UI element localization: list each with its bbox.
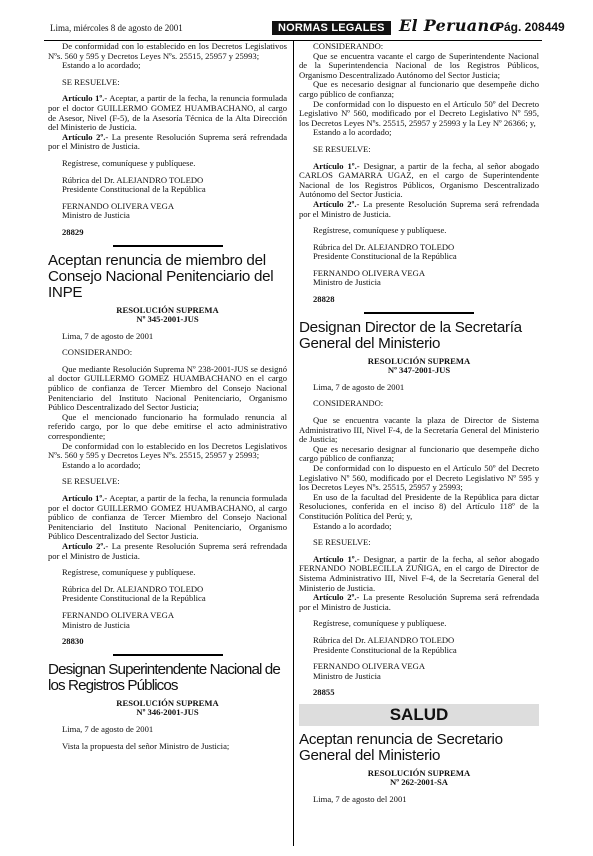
article-text: - Aceptar, a partir de la fecha, la renuncia formulada por el doctor GUILLERMO GOMEZ HUAMBACHANO, al cargo de Asesor, Nivel (F-5), de la Asesoría Técnica de la Alta Dirección del Ministerio de Justicia.: [48, 93, 288, 133]
resuelve-label: SE RESUELVE:: [62, 76, 120, 87]
signature-minister: FERNANDO OLIVERA VEGA: [313, 267, 426, 278]
resolution-label: RESOLUCIÓN SUPREMA: [116, 697, 219, 708]
article-label: Artículo 1º.: [313, 160, 357, 171]
resolution-date: Lima, 7 de agosto de 2001: [62, 330, 154, 341]
article-2: [299, 200, 539, 219]
article-text: - Aceptar, a partir de la fecha, la renuncia formulada por el doctor GUILLERMO GOMEZ HUAMBACHANO, al cargo público de confianza de Tercer Miembro del Consejo Nacional Penitenciario del Instituto Nacional Penitenciario, Organismo Público Descentralizado del Sector Justicia.: [48, 493, 288, 542]
article-label: Artículo 2º.: [62, 540, 106, 551]
paragraph: Que el mencionado funcionario ha formulado renuncia al referido cargo, por lo que debe emitirse el acto administrativo correspondiente;: [48, 411, 287, 442]
header-date: Lima, miércoles 8 de agosto de 2001: [50, 23, 183, 33]
separator: [113, 654, 223, 656]
article-text: - Designar, a partir de la fecha, al señor abogado CARLOS GAMARRA UGAZ, en el cargo de Superintendente Nacional de los Registros Públicos, Organismo Descentralizado Autónomo del Sector Justicia.: [299, 160, 539, 200]
page-number: Pág. 208449: [496, 20, 565, 34]
resolution-number: Nº 262-2001-SA: [390, 777, 448, 788]
document-number: 28830: [62, 636, 84, 647]
paragraph: Estando a lo acordado;: [62, 60, 141, 71]
signature-minister-title: Ministro de Justicia: [313, 277, 381, 288]
right-column: [299, 42, 539, 805]
resolution-label: RESOLUCIÓN SUPREMA: [367, 355, 471, 366]
paragraph: Que es necesario designar al funcionario que desempeñe dicho cargo público de confianza;: [299, 443, 539, 464]
article-2: [299, 593, 539, 612]
paragraph: Estando a lo acordado;: [313, 520, 392, 531]
article-title: Designan Director de la Secretaría General del Ministerio: [299, 318, 522, 352]
considerando-label: CONSIDERANDO:: [313, 41, 384, 51]
resolution-date: Lima, 7 de agosto de 2001: [313, 381, 405, 392]
register-line: Regístrese, comuníquese y publíquese.: [313, 225, 447, 236]
document-number: 28829: [62, 226, 84, 237]
paragraph: De conformidad con lo establecido en los Decretos Legislativos Nºs. 560 y 595 y Decretos Leyes Nºs. 25515, 25957 y 25993;: [48, 41, 287, 61]
article-2: [48, 542, 287, 561]
separator: [364, 312, 474, 314]
document-number: 28828: [313, 294, 335, 305]
paragraph: Estando a lo acordado;: [313, 127, 392, 138]
register-line: Regístrese, comuníquese y publíquese.: [313, 618, 447, 629]
section-header-salud: SALUD: [299, 704, 539, 726]
resuelve-label: SE RESUELVE:: [313, 143, 371, 154]
article-text: - La presente Resolución Suprema será refrendada por el Ministro de Justicia.: [299, 592, 540, 612]
resolution-date: Lima, 7 de agosto de 2001: [62, 723, 154, 734]
newspaper-logo: El Peruano: [399, 16, 501, 35]
signature-minister-title: Ministro de Justicia: [313, 670, 381, 681]
left-column: [48, 42, 287, 751]
resolution-number: Nº 345-2001-JUS: [136, 314, 199, 325]
page-header: [44, 16, 565, 38]
paragraph: De conformidad con lo establecido en los Decretos Legislativos Nºs. 560 y 595 y Decretos Leyes Nºs. 25515, 25957 y 25993;: [48, 440, 287, 461]
article-title: Aceptan renuncia de Secretario General del Ministerio: [299, 730, 503, 764]
paragraph: Que se encuentra vacante la plaza de Director de Sistema Administrativo III, Nivel F-4, de la Secretaría General del Ministerio de Justicia;: [299, 415, 539, 445]
column-divider: [293, 40, 294, 846]
paragraph: De conformidad con lo dispuesto en el Artículo 50º del Decreto Legislativo Nº 560, modificado por el Decreto Legislativo Nº 595 y los Decretos Leyes Nºs. 25515, 25957 y 25993;: [299, 463, 539, 493]
article-1: [299, 162, 539, 200]
paragraph: Que se encuentra vacante el cargo de Superintendente Nacional de la Superintendencia Nacional de los Registros Públicos, Organismo Descentralizado Autónomo del Sector Justicia;: [299, 50, 539, 80]
signature-minister-title: Ministro de Justicia: [62, 210, 130, 221]
signature-president-title: Presidente Constitucional de la República: [62, 593, 206, 604]
paragraph: Estando a lo acordado;: [62, 459, 141, 470]
signature-president: Rúbrica del Dr. ALEJANDRO TOLEDO: [313, 241, 455, 252]
separator: [113, 245, 223, 247]
article-label: Artículo 1º.: [62, 93, 105, 104]
resolution-number: Nº 347-2001-JUS: [387, 365, 451, 376]
article-label: Artículo 1º.: [62, 493, 105, 503]
article-label: Artículo 2º.: [313, 592, 357, 603]
register-line: Regístrese, comuníquese y publíquese.: [62, 567, 196, 578]
paragraph: Vista la propuesta del señor Ministro de Justicia;: [62, 740, 230, 751]
signature-minister-title: Ministro de Justicia: [62, 619, 130, 630]
article-1: [48, 494, 287, 542]
article-label: Artículo 2º.: [313, 198, 357, 209]
document-number: 28855: [313, 687, 335, 698]
paragraph: En uso de la facultad del Presidente de la República para dictar Resoluciones, conferida en el inciso 8) del Artículo 118º de la Constitución Política del Perú; y,: [299, 491, 539, 521]
resolution-number: Nº 346-2001-JUS: [136, 707, 199, 718]
paragraph: De conformidad con lo dispuesto en el Artículo 50º del Decreto Legislativo Nº 560, modificado por el Decreto Legislativo Nº 595, los Decretos Leyes Nºs. 25515, 25957 y 25993 y la Ley Nº 26366; y,: [299, 98, 539, 128]
article-text: - La presente Resolución Suprema será refrendada por el Ministro de Justicia.: [48, 131, 288, 152]
considerando-label: CONSIDERANDO:: [62, 347, 133, 358]
article-1: [299, 555, 539, 593]
signature-minister: FERNANDO OLIVERA VEGA: [62, 200, 175, 211]
signature-president-title: Presidente Constitucional de la República: [62, 184, 206, 195]
signature-president: Rúbrica del Dr. ALEJANDRO TOLEDO: [62, 174, 204, 185]
signature-president: Rúbrica del Dr. ALEJANDRO TOLEDO: [313, 634, 455, 645]
section-label: NORMAS LEGALES: [272, 21, 391, 35]
article-text: - La presente Resolución Suprema será refrendada por el Ministro de Justicia.: [48, 540, 288, 561]
resuelve-label: SE RESUELVE:: [313, 537, 371, 548]
article-2: [48, 133, 287, 152]
register-line: Regístrese, comuníquese y publíquese.: [62, 157, 196, 168]
article-1: [48, 94, 287, 132]
resuelve-label: SE RESUELVE:: [62, 476, 120, 487]
paragraph: Que es necesario designar al funcionario que desempeñe dicho cargo público de confianza;: [299, 79, 539, 99]
article-text: - La presente Resolución Suprema será refrendada por el Ministro de Justicia.: [299, 198, 540, 219]
signature-minister: FERNANDO OLIVERA VEGA: [62, 609, 175, 620]
article-title: Designan Superintendente Nacional de los Registros Públicos: [48, 660, 280, 694]
signature-president-title: Presidente Constitucional de la República: [313, 251, 457, 262]
article-label: Artículo 1º.: [313, 553, 357, 564]
article-title: Aceptan renuncia de miembro del Consejo Nacional Penitenciario del INPE: [48, 251, 274, 301]
signature-president: Rúbrica del Dr. ALEJANDRO TOLEDO: [62, 583, 204, 594]
paragraph: Que mediante Resolución Suprema Nº 238-2001-JUS se designó al doctor GUILLERMO GOMEZ HUAMBACHANO en el cargo público de confianza de Tercer Miembro del Consejo Nacional Penitenciario del Instituto Nacional Penitenciario, Organismo Público Descentralizado del Sector Justicia;: [48, 363, 287, 413]
resolution-date: Lima, 7 de agosto del 2001: [313, 794, 407, 805]
resolution-label: RESOLUCIÓN SUPREMA: [367, 767, 471, 778]
signature-minister: FERNANDO OLIVERA VEGA: [313, 661, 426, 672]
article-label: Artículo 2º.: [62, 131, 106, 142]
considerando-label: CONSIDERANDO:: [313, 398, 384, 409]
signature-president-title: Presidente Constitucional de la República: [313, 644, 457, 655]
article-text: - Designar, a partir de la fecha, al señor abogado FERNANDO NOBLECILLA ZUÑIGA, en el cargo de Director de Sistema Administrativo III, Nivel F-4, de la Secretaría General del Ministerio de Justicia.: [299, 553, 539, 593]
resolution-label: RESOLUCIÓN SUPREMA: [116, 304, 219, 315]
